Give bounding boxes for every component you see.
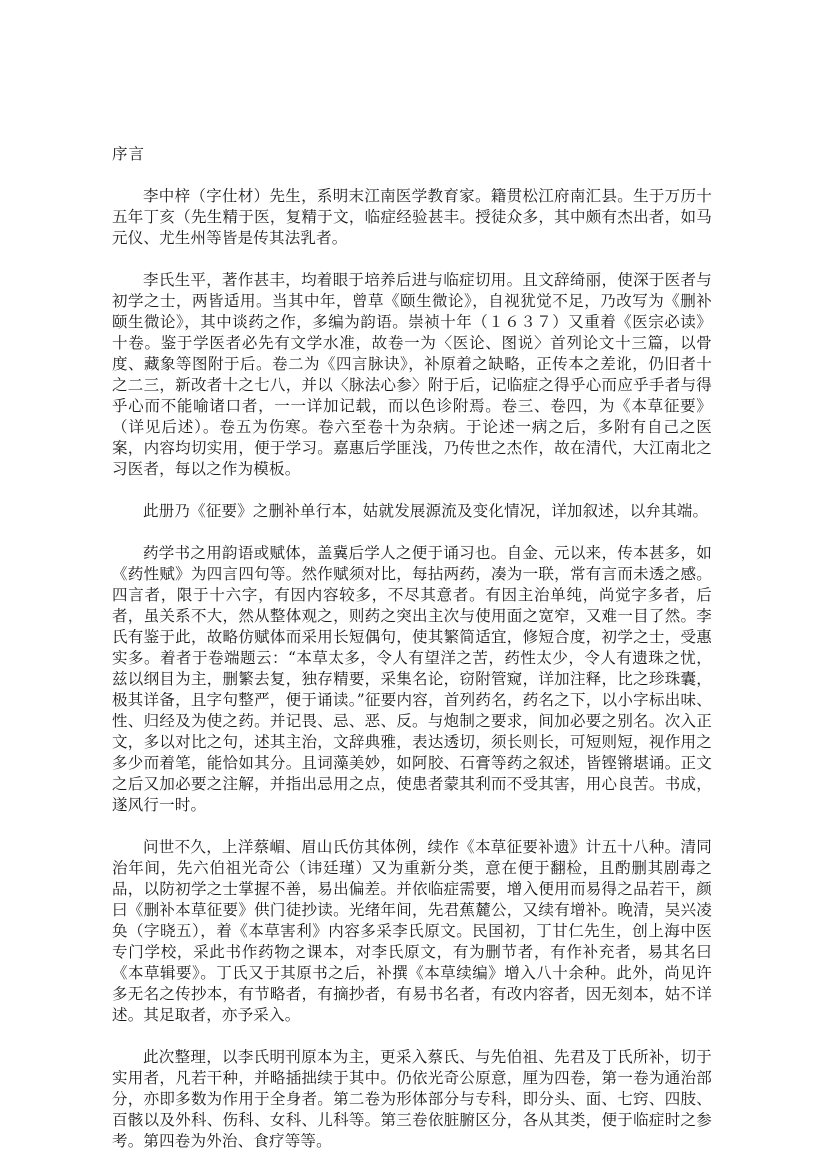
paragraph-5: 问世不久，上洋蔡嵋、眉山氏仿其体例，续作《本草征要补遗》计五十八种。清同治年间，先六伯祖光奇公（讳廷瑾）又为重新分类，意在便于翻检，且酌删其剧毒之品，以防初学之士掌握不善，易出偏差。并依临症需要，增入便用而易得之品若干，颜曰《删补本草征要》供门徒抄读。光绪年间，先君蕉麓公，又续有增补。晚清，吴兴凌奂（字晓五），着《本草害利》内容多采李氏原文。民国初，丁甘仁先生，创上海中医专门学校，采此书作药物之课本，对李氏原文，有为删节者，有作补充者，易其名曰《本草辑要》。丁氏又于其原书之后，补撰《本草续编》增入八十余种。此外，尚见许多无名之传抄本，有节略者，有摘抄者，有易书名者，有改内容者，因无刻本，姑不详述。其足取者，亦予采入。: [112, 838, 712, 1024]
paragraph-2: 李氏生平，著作甚丰，均着眼于培养后进与临症切用。且文辞绮丽，使深于医者与初学之士，两皆适用。当其中年，曾草《颐生微论》，自视犹觉不足，乃改写为《删补颐生微论》，其中谈药之作，多编为韵语。崇祯十年（１６３７）又重着《医宗必读》十卷。鉴于学医者必先有文学水准，故卷一为〈医论、图说〉首列论文十三篇，以骨度、藏象等图附于后。卷二为《四言脉诀》，补原着之缺略，正传本之差讹，仍旧者十之二三，新改者十之七八，并以〈脉法心参〉附于后，记临症之得乎心而应乎手者与得乎心而不能喻诸口者，一一详加记载，而以色诊附焉。卷三、卷四，为《本草征要》（详见后述）。卷五为伤寒。卷六至卷十为杂病。于论述一病之后，多附有自己之医案，内容均切实用，便于学习。嘉惠后学匪浅，乃传世之杰作，故在清代，大江南北之习医者，每以之作为模板。: [112, 271, 712, 478]
paragraph-6: 此次整理，以李氏明刊原本为主，更采入蔡氏、与先伯祖、先君及丁氏所补，切于实用者，凡若干种，并略插拙续于其中。仍依光奇公原意，厘为四卷，第一卷为通治部分，亦即多数为作用于全身者。第二卷为形体部分与专科，即分头、面、七窍、四肢、百骸以及外科、伤科、女科、儿科等。第三卷依脏腑区分，各从其类，便于临症时之参考。第四卷为外治、食疗等等。: [112, 1048, 712, 1150]
document-body: [112, 186, 712, 1152]
paragraph-3: 此册乃《征要》之删补单行本，姑就发展源流及变化情况，详加叙述，以弁其端。: [143, 502, 709, 520]
page-title: 序言: [112, 145, 146, 163]
paragraph-4: 药学书之用韵语或赋体，盖冀后学人之便于诵习也。自金、元以来，传本甚多，如《药性赋》为四言四句等。然作赋须对比，每拈两药，凑为一联，常有言而未透之感。四言者，限于十六字，有因内容较多，不尽其意者。有因主治单纯，尚觉字多者，后者，虽关系不大，然从整体观之，则药之突出主次与使用面之宽窄，又难一目了然。李氏有鉴于此，故略仿赋体而采用长短偶句，使其繁简适宜，修短合度，初学之士，受惠实多。着者于卷端题云：“本草太多，令人有望洋之苦，药性太少，令人有遗珠之忧，兹以纲目为主，删繁去复，独存精要，采集名论，窃附管窥，详加注释，比之珍珠囊，极其详备，且字句整严，便于诵读。”征要内容，首列药名，药名之下，以小字标出味、性、归经及为使之药。并记畏、忌、恶、反。与炮制之要求，间加必要之别名。次入正文，多以对比之句，述其主治，文辞典雅，表达透切，须长则长，可短则短，视作用之多少而着笔，能恰如其分。且词藻美妙，如阿胶、石膏等药之叙述，皆铿锵堪诵。正文之后又加必要之注解，并指出忌用之点，使患者蒙其利而不受其害，用心良苦。书成，遂风行一时。: [112, 544, 712, 814]
paragraph-1: 李中梓（字仕材）先生，系明末江南医学教育家。籍贯松江府南汇县。生于万历十五年丁亥（先生精于医，复精于文，临症经验甚丰。授徒众多，其中颇有杰出者，如马元仪、尤生州等皆是传其法乳者。: [112, 187, 712, 247]
